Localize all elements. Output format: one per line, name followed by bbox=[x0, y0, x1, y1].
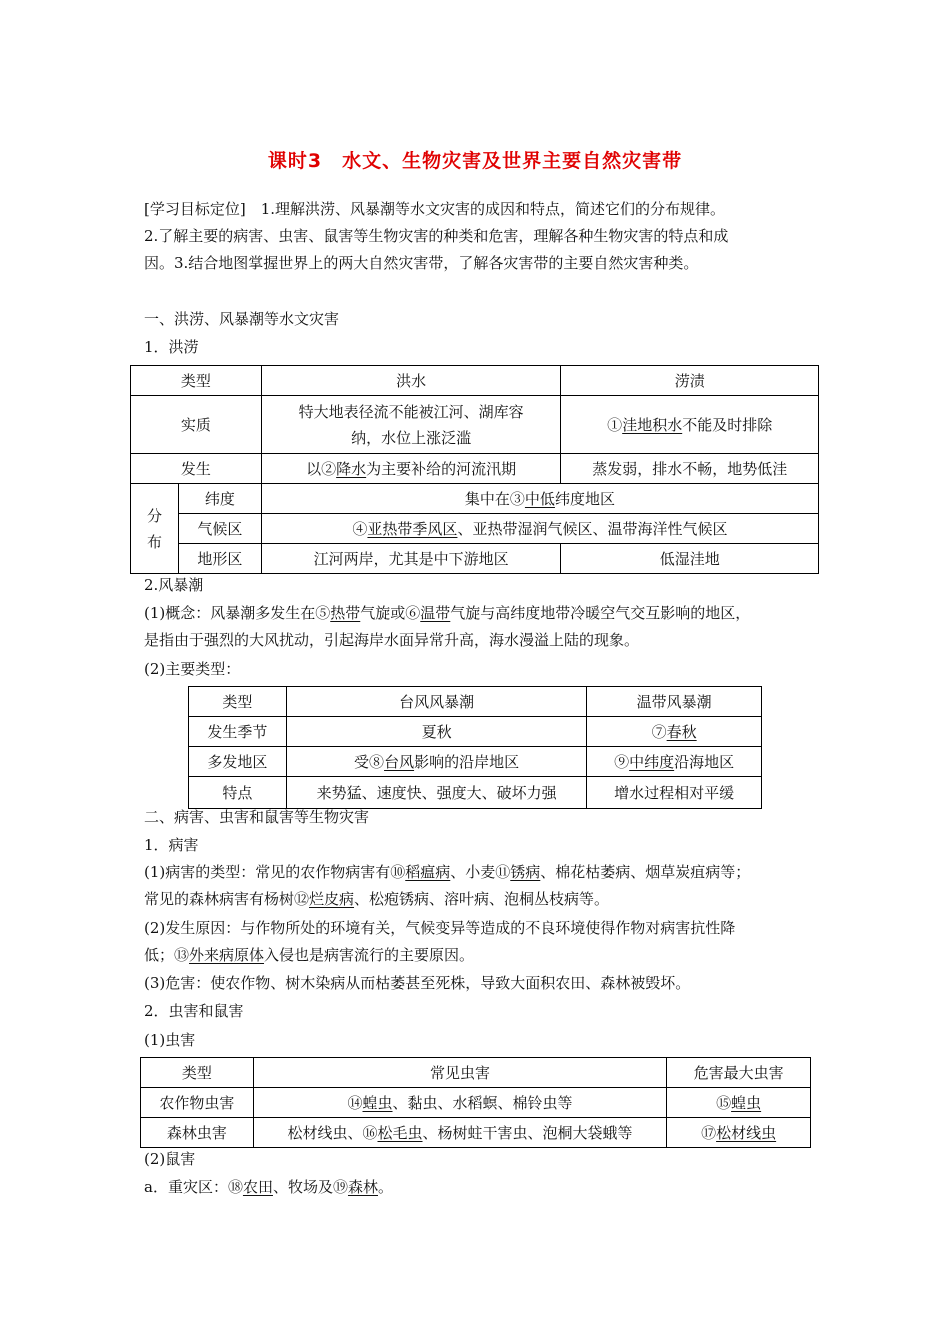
flood-table bbox=[130, 365, 819, 574]
answer-9: 中纬度 bbox=[629, 752, 675, 771]
table-header: 类型 bbox=[141, 1058, 254, 1088]
table-header: 类型 bbox=[131, 366, 262, 396]
storm-surge-subheading: 2.风暴潮 bbox=[144, 576, 204, 594]
table-cell: ⑮蝗虫 bbox=[667, 1088, 811, 1118]
table-cell: 以②降水为主要补给的河流汛期 bbox=[261, 454, 561, 484]
page-title: 课时3 水文、生物灾害及世界主要自然灾害带 bbox=[267, 150, 683, 172]
table-cell: 江河两岸，尤其是中下游地区 bbox=[261, 544, 561, 574]
answer-14: 蝗虫 bbox=[362, 1093, 393, 1112]
flood-subheading: 1．洪涝 bbox=[144, 338, 199, 356]
disease-types: (1)病害的类型：常见的农作物病害有⑩稻瘟病、小麦⑪锈病、棉花枯萎病、烟草炭疽病等； 常见的森林病害有杨树⑫烂皮病、松疱锈病、溶叶病、泡桐丛枝病等。 bbox=[144, 863, 751, 908]
table-cell: ⑭蝗虫、黏虫、水稻螟、棉铃虫等 bbox=[253, 1088, 666, 1118]
row-label: 实质 bbox=[131, 396, 262, 454]
table-cell: 来势猛、速度快、强度大、破坏力强 bbox=[286, 777, 586, 809]
table-cell: 受⑧台风影响的沿岸地区 bbox=[286, 747, 586, 777]
table-cell: ⑰松材线虫 bbox=[667, 1118, 811, 1148]
table-cell: 蒸发弱，排水不畅，地势低洼 bbox=[561, 454, 819, 484]
table-cell: ①洼地积水不能及时排除 bbox=[561, 396, 819, 454]
storm-surge-concept: (1)概念：风暴潮多发生在⑤热带气旋或⑥温带气旋与高纬度地带冷暖空气交互影响的地区， 是指由于强烈的大风扰动，引起海岸水面异常升高，海水漫溢上陆的现象。 bbox=[144, 604, 751, 649]
answer-3: 中低 bbox=[524, 489, 555, 508]
row-label: 气候区 bbox=[178, 514, 261, 544]
table-header: 洪水 bbox=[261, 366, 561, 396]
storm-types-label: (2)主要类型： bbox=[144, 660, 241, 678]
row-label: 发生季节 bbox=[189, 717, 287, 747]
answer-16: 松毛虫 bbox=[377, 1123, 423, 1142]
row-label: 森林虫害 bbox=[141, 1118, 254, 1148]
answer-17: 松材线虫 bbox=[716, 1123, 777, 1142]
answer-2: 降水 bbox=[336, 459, 367, 478]
row-label: 特点 bbox=[189, 777, 287, 809]
objectives-line-1: [学习目标定位] 1.理解洪涝、风暴潮等水文灾害的成因和特点，简述它们的分布规律。 bbox=[144, 200, 726, 218]
objectives bbox=[144, 196, 824, 277]
table-cell: 松材线虫、⑯松毛虫、杨树蛀干害虫、泡桐大袋蛾等 bbox=[253, 1118, 666, 1148]
row-label: 农作物虫害 bbox=[141, 1088, 254, 1118]
answer-10: 稻瘟病 bbox=[405, 863, 451, 881]
table-cell: ⑦春秋 bbox=[587, 717, 762, 747]
table-cell: 夏秋 bbox=[286, 717, 586, 747]
rat-label: (2)鼠害 bbox=[144, 1150, 196, 1168]
answer-1: 洼地积水 bbox=[622, 415, 683, 434]
disease-subheading: 1．病害 bbox=[144, 836, 199, 854]
table-header: 涝渍 bbox=[561, 366, 819, 396]
table-header: 温带风暴潮 bbox=[587, 687, 762, 717]
section-2-heading: 二、病害、虫害和鼠害等生物灾害 bbox=[144, 808, 370, 826]
objectives-line-2: 2.了解主要的病害、虫害、鼠害等生物灾害的种类和危害，理解各种生物灾害的特点和成 bbox=[144, 227, 729, 245]
answer-6: 温带 bbox=[420, 604, 451, 622]
storm-surge-table bbox=[188, 686, 762, 809]
rat-area: a．重灾区：⑱农田、牧场及⑲森林。 bbox=[144, 1178, 394, 1196]
table-cell: ④亚热带季风区、亚热带湿润气候区、温带海洋性气候区 bbox=[261, 514, 818, 544]
answer-19: 森林 bbox=[347, 1178, 378, 1196]
section-1-heading: 一、洪涝、风暴潮等水文灾害 bbox=[144, 310, 340, 328]
table-cell: 增水过程相对平缓 bbox=[587, 777, 762, 809]
pest-subheading: 2．虫害和鼠害 bbox=[144, 1002, 244, 1020]
disease-causes: (2)发生原因：与作物所处的环境有关，气候变异等造成的不良环境使得作物对病害抗性降 低；⑬外来病原体入侵也是病害流行的主要原因。 bbox=[144, 919, 736, 964]
answer-13: 外来病原体 bbox=[189, 946, 265, 964]
answer-4: 亚热带季风区 bbox=[367, 519, 458, 538]
answer-5: 热带 bbox=[330, 604, 361, 622]
row-label: 发生 bbox=[131, 454, 262, 484]
table-header: 台风风暴潮 bbox=[286, 687, 586, 717]
table-cell: 集中在③中低纬度地区 bbox=[261, 484, 818, 514]
table-header: 类型 bbox=[189, 687, 287, 717]
objectives-line-3: 因。3.结合地图掌握世界上的两大自然灾害带，了解各灾害带的主要自然灾害种类。 bbox=[144, 254, 699, 272]
row-label: 多发地区 bbox=[189, 747, 287, 777]
row-label: 纬度 bbox=[178, 484, 261, 514]
answer-18: 农田 bbox=[242, 1178, 273, 1196]
table-header: 危害最大虫害 bbox=[667, 1058, 811, 1088]
distribution-label: 分 布 bbox=[131, 484, 179, 574]
answer-7: 春秋 bbox=[666, 722, 697, 741]
answer-11: 锈病 bbox=[510, 863, 541, 881]
answer-12: 烂皮病 bbox=[309, 890, 355, 908]
table-header: 常见虫害 bbox=[253, 1058, 666, 1088]
insect-table bbox=[140, 1057, 811, 1148]
table-cell: 特大地表径流不能被江河、湖库容纳，水位上涨泛滥 bbox=[261, 396, 561, 454]
table-cell: 低湿洼地 bbox=[561, 544, 819, 574]
table-cell: ⑨中纬度沿海地区 bbox=[587, 747, 762, 777]
answer-15: 蝗虫 bbox=[731, 1093, 762, 1112]
disease-harm: (3)危害：使农作物、树木染病从而枯萎甚至死株，导致大面积农田、森林被毁坏。 bbox=[144, 974, 691, 992]
row-label: 地形区 bbox=[178, 544, 261, 574]
answer-8: 台风 bbox=[384, 752, 415, 771]
insect-label: (1)虫害 bbox=[144, 1031, 196, 1049]
